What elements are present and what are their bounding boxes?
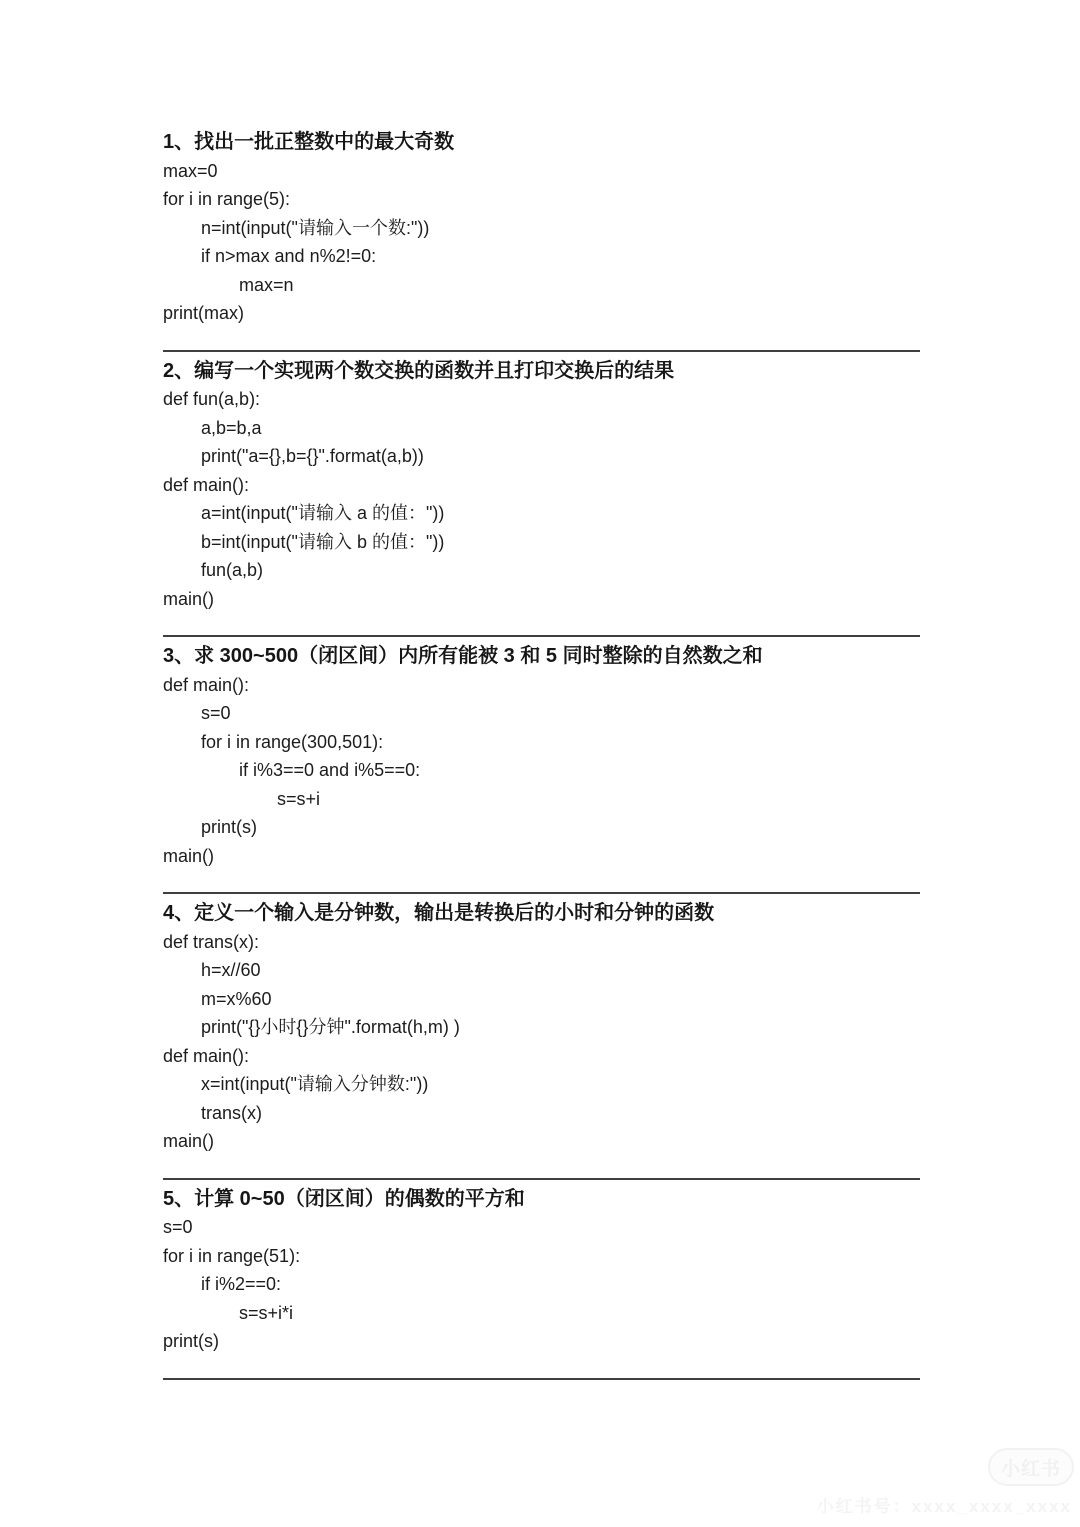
- code-line: def fun(a,b):: [163, 389, 261, 409]
- code-line: h=x//60: [201, 960, 261, 980]
- code-line: for i in range(300,501):: [201, 731, 384, 752]
- code-line: s=0: [163, 1217, 193, 1237]
- code-line: n=int(input("请输入一个数:")): [201, 217, 430, 238]
- code-line: if i%2==0:: [201, 1274, 282, 1294]
- exercise-section: [163, 899, 920, 1180]
- code-line: print(s): [163, 1331, 220, 1351]
- code-line: print("{}小时{}分钟".format(h,m) ): [201, 1017, 460, 1037]
- code-line: def main():: [163, 474, 250, 495]
- code-line: max=0: [163, 160, 218, 181]
- code-block: [163, 385, 920, 613]
- code-line: a=int(input("请输入 a 的值：")): [201, 503, 445, 523]
- exercise-heading: 3、求 300~500（闭区间）内所有能被 3 和 5 同时整除的自然数之和: [163, 645, 763, 667]
- exercise-section: [163, 1185, 920, 1380]
- section-divider: [163, 1178, 920, 1180]
- code-line: max=n: [239, 274, 294, 295]
- section-divider: [163, 1378, 920, 1380]
- code-line: s=s+i*i: [239, 1302, 294, 1323]
- code-line: m=x%60: [201, 988, 272, 1009]
- code-line: x=int(input("请输入分钟数:")): [201, 1074, 429, 1094]
- exercise-section: [163, 357, 920, 638]
- code-block: [163, 928, 920, 1156]
- code-line: if i%3==0 and i%5==0:: [239, 760, 421, 780]
- code-line: main(): [163, 588, 215, 609]
- code-line: a,b=b,a: [201, 417, 262, 438]
- section-divider: [163, 635, 920, 637]
- exercise-list: [163, 128, 920, 1385]
- exercise-section: [163, 642, 920, 894]
- code-line: print(max): [163, 303, 245, 323]
- section-divider: [163, 892, 920, 894]
- code-line: main(): [163, 845, 215, 866]
- code-line: if n>max and n%2!=0:: [201, 246, 377, 266]
- xiaohongshu-watermark-badge: [988, 1448, 1074, 1486]
- code-line: fun(a,b): [201, 560, 264, 580]
- code-line: main(): [163, 1131, 215, 1151]
- code-line: for i in range(51):: [163, 1245, 301, 1266]
- code-line: b=int(input("请输入 b 的值：")): [201, 531, 445, 552]
- exercise-section: [163, 128, 920, 352]
- code-line: print("a={},b={}".format(a,b)): [201, 446, 424, 466]
- code-line: print(s): [201, 817, 258, 837]
- code-line: def main():: [163, 674, 250, 695]
- code-line: for i in range(5):: [163, 189, 291, 209]
- code-line: def trans(x):: [163, 931, 260, 952]
- code-line: s=s+i: [277, 788, 321, 809]
- code-block: [163, 1213, 920, 1356]
- section-divider: [163, 350, 920, 352]
- xiaohongshu-id-watermark: 小红书号：xxxx_xxxx_xxxx: [816, 1497, 1072, 1516]
- code-block: [163, 671, 920, 871]
- exercise-heading: 1、找出一批正整数中的最大奇数: [163, 131, 455, 153]
- code-line: s=0: [201, 703, 231, 723]
- code-line: def main():: [163, 1045, 250, 1066]
- exercise-heading: 4、定义一个输入是分钟数，输出是转换后的小时和分钟的函数: [163, 902, 715, 924]
- code-line: trans(x): [201, 1102, 263, 1123]
- exercise-heading: 2、编写一个实现两个数交换的函数并且打印交换后的结果: [163, 359, 675, 382]
- xiaohongshu-logo-text: 小红书: [1000, 1458, 1061, 1480]
- code-block: [163, 157, 920, 328]
- exercise-heading: 5、计算 0~50（闭区间）的偶数的平方和: [163, 1187, 525, 1210]
